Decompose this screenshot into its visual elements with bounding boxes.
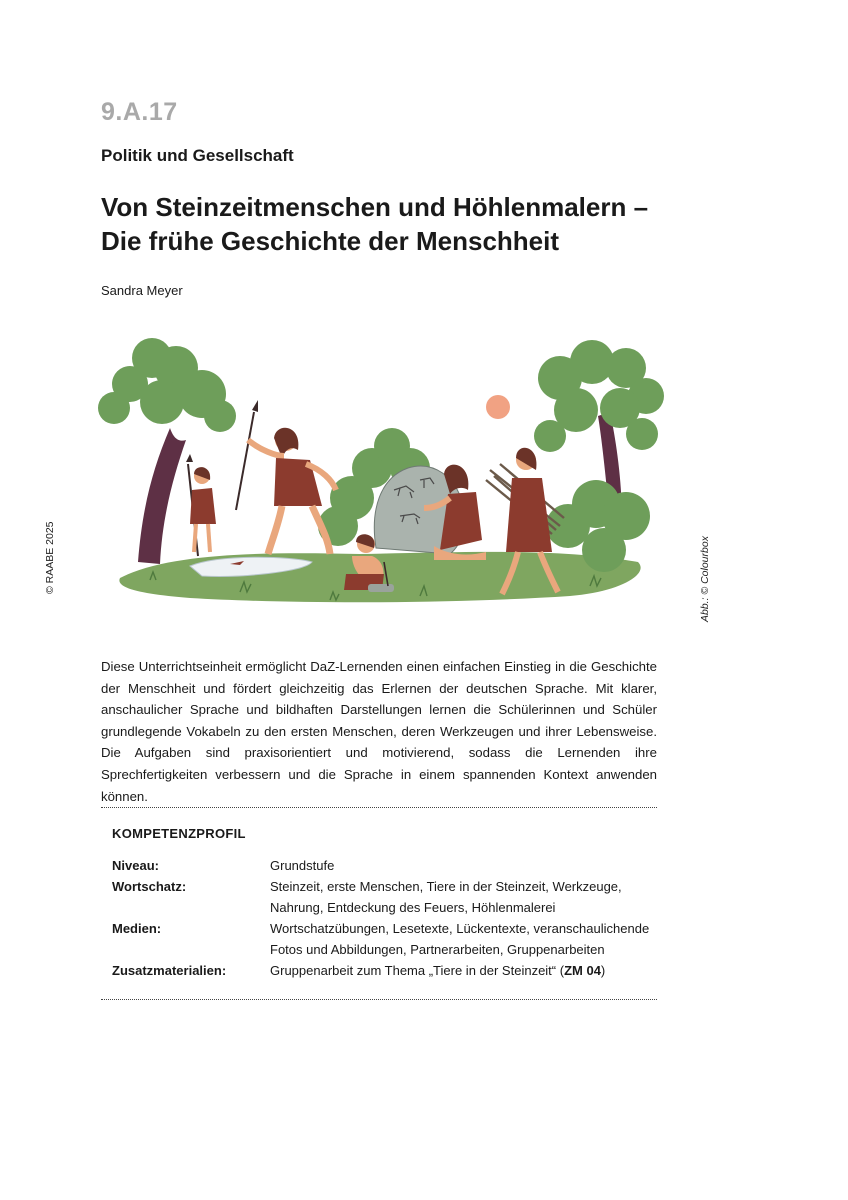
competence-profile bbox=[112, 855, 652, 981]
profile-row-wortschatz bbox=[112, 876, 652, 918]
zusatz-value bbox=[270, 960, 652, 981]
image-credit: Abb.: © Colourbox bbox=[699, 536, 711, 622]
left-tree-canopy bbox=[98, 338, 236, 432]
left-tree-trunk bbox=[138, 428, 186, 564]
competence-profile-title: KOMPETENZPROFIL bbox=[112, 826, 246, 841]
page-title bbox=[101, 190, 648, 258]
zusatz-material-ref: ZM 04 bbox=[564, 963, 601, 978]
stone-age-illustration bbox=[90, 330, 670, 620]
subject-heading: Politik und Gesellschaft bbox=[101, 146, 294, 165]
wortschatz-value: Steinzeit, erste Menschen, Tiere in der Steinzeit, Werkzeuge, Nahrung, Entdeckung des Feuers, Höhlenmalerei bbox=[270, 879, 622, 915]
man-with-spear bbox=[236, 400, 336, 554]
intro-paragraph: Diese Unterrichtseinheit ermöglicht DaZ-Lernenden einen einfachen Einstieg in die Geschichte der Menschheit und fördert gleichzeitig das Erlernen der deutschen Sprache. Mit klarer, anschaulicher Sprache und bildhaften Darstellungen lernen die Schülerinnen und Schüler grundlegende Vokabeln zu den ersten Menschen, deren Werkzeugen und ihrer Lebensweise. Die Aufgaben sind praxisorientiert und motivierend, sodass die Lernenden ihre Sprechfertigkeiten verbessern und die Sprache in einem spannenden Kontext anwenden können. bbox=[101, 659, 657, 804]
divider-top bbox=[101, 807, 657, 808]
sun bbox=[486, 395, 510, 419]
profile-row-niveau bbox=[112, 855, 652, 876]
title-line-2: Die frühe Geschichte der Menschheit bbox=[101, 226, 560, 256]
author-name: Sandra Meyer bbox=[101, 283, 183, 298]
medien-label: Medien: bbox=[112, 921, 162, 936]
wortschatz-label: Wortschatz: bbox=[112, 879, 187, 894]
copyright-note: © RAABE 2025 bbox=[44, 521, 56, 594]
niveau-value: Grundstufe bbox=[270, 858, 335, 873]
profile-row-zusatz bbox=[112, 960, 652, 981]
right-tree-canopy bbox=[534, 340, 664, 452]
unit-code: 9.A.17 bbox=[101, 98, 178, 126]
zusatz-value-text: Gruppenarbeit zum Thema „Tiere in der Steinzeit“ ( bbox=[270, 963, 565, 978]
zusatz-value-close: ) bbox=[600, 963, 606, 978]
title-line-1: Von Steinzeitmenschen und Höhlenmalern – bbox=[101, 192, 649, 222]
niveau-label: Niveau: bbox=[112, 858, 159, 873]
divider-bottom bbox=[101, 999, 657, 1000]
child-with-spear bbox=[186, 454, 216, 556]
profile-row-medien bbox=[112, 918, 652, 960]
medien-value: Wortschatzübungen, Lesetexte, Lückentexte, veranschaulichende Fotos und Abbildungen, Partnerarbeiten, Gruppenarbeiten bbox=[270, 921, 650, 957]
zusatz-label: Zusatzmaterialien: bbox=[112, 963, 227, 978]
